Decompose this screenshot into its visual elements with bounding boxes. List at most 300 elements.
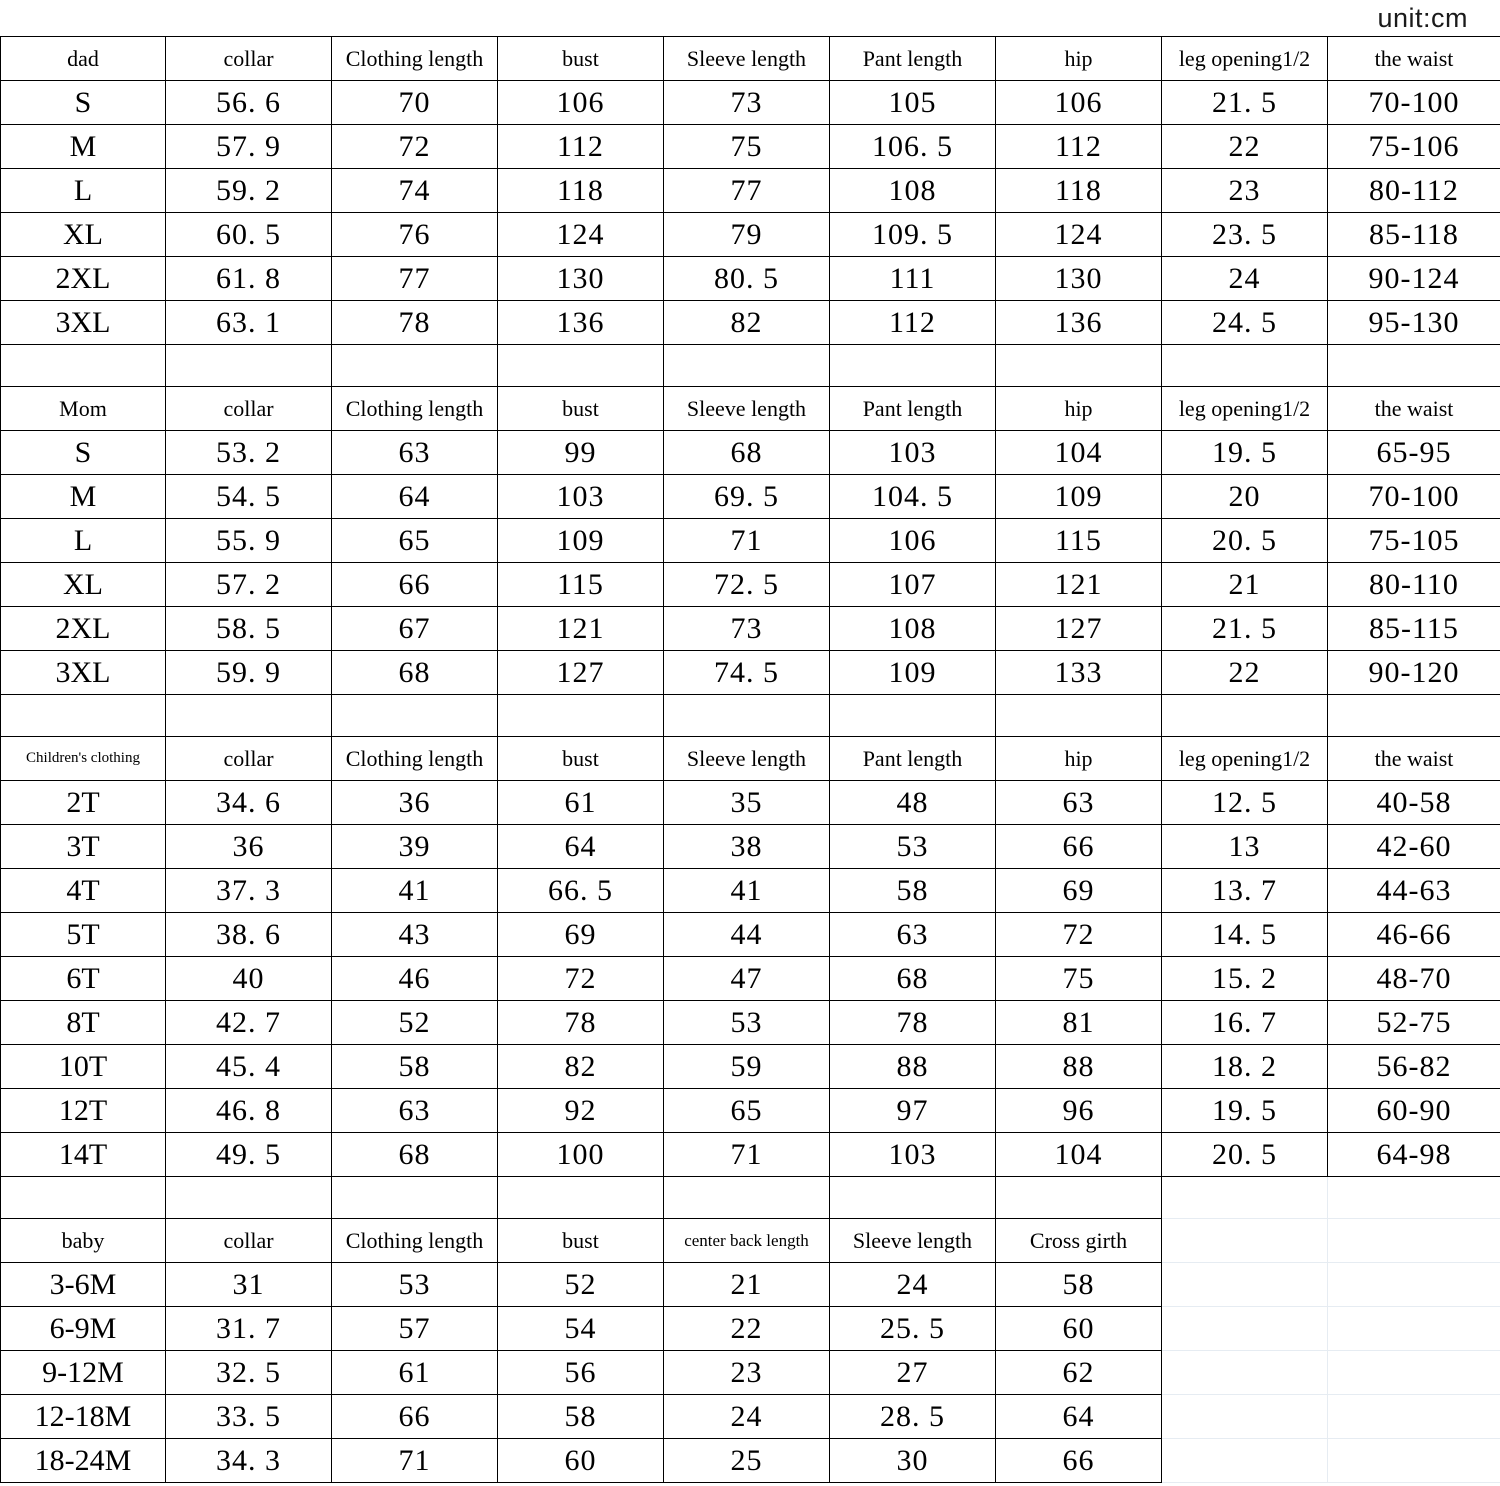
cell-collar: 55. 9 [166, 519, 332, 563]
header-cell-clothing-length: Clothing length [332, 737, 498, 781]
cell-hip: 136 [996, 301, 1162, 345]
cell-collar: 45. 4 [166, 1045, 332, 1089]
row-size: 3XL [1, 651, 166, 695]
cell-clothing-length: 68 [332, 1133, 498, 1177]
header-cell-pant-length: Pant length [830, 37, 996, 81]
cell-pant-length: 103 [830, 431, 996, 475]
cell-clothing-length: 41 [332, 869, 498, 913]
cell-pant-length: 63 [830, 913, 996, 957]
cell-sleeve-length: 71 [664, 519, 830, 563]
cell-leg-opening: 24 [1162, 257, 1328, 301]
row-size: 2T [1, 781, 166, 825]
cell-bust: 64 [498, 825, 664, 869]
table-row [1, 169, 1500, 213]
cell-pant-length: 106 [830, 519, 996, 563]
table-header-row-mom [1, 387, 1500, 431]
cell-leg-opening: 15. 2 [1162, 957, 1328, 1001]
cell-bust: 115 [498, 563, 664, 607]
cell-bust: 121 [498, 607, 664, 651]
table-row [1, 475, 1500, 519]
spacer-cell [1328, 695, 1500, 737]
empty-cell [1328, 1439, 1500, 1483]
cell-waist: 70-100 [1328, 81, 1500, 125]
cell-pant-length: 97 [830, 1089, 996, 1133]
header-cell-sleeve-length: Sleeve length [664, 387, 830, 431]
cell-pant-length: 88 [830, 1045, 996, 1089]
header-cell-clothing-length: Clothing length [332, 387, 498, 431]
cell-waist: 52-75 [1328, 1001, 1500, 1045]
cell-leg-opening: 24. 5 [1162, 301, 1328, 345]
header-cell-clothing-length: Clothing length [332, 37, 498, 81]
cell-bust: 69 [498, 913, 664, 957]
cell-clothing-length: 66 [332, 563, 498, 607]
cell-sleeve-length: 24 [830, 1263, 996, 1307]
cell-hip: 127 [996, 607, 1162, 651]
cell-sleeve-length: 77 [664, 169, 830, 213]
table-row [1, 781, 1500, 825]
cell-leg-opening: 16. 7 [1162, 1001, 1328, 1045]
cell-sleeve-length: 68 [664, 431, 830, 475]
cell-pant-length: 48 [830, 781, 996, 825]
spacer-cell [498, 1177, 664, 1219]
cell-sleeve-length: 28. 5 [830, 1395, 996, 1439]
spacer-cell [498, 695, 664, 737]
cell-hip: 118 [996, 169, 1162, 213]
header-cell-group: baby [1, 1219, 166, 1263]
header-cell-pant-length: Pant length [830, 387, 996, 431]
row-size: 9-12M [1, 1351, 166, 1395]
cell-bust: 66. 5 [498, 869, 664, 913]
cell-waist: 80-112 [1328, 169, 1500, 213]
cell-collar: 63. 1 [166, 301, 332, 345]
spacer-cell [996, 695, 1162, 737]
cell-collar: 38. 6 [166, 913, 332, 957]
table-header-row-baby [1, 1219, 1500, 1263]
header-cell-hip: hip [996, 387, 1162, 431]
cell-clothing-length: 58 [332, 1045, 498, 1089]
cell-hip: 104 [996, 1133, 1162, 1177]
cell-leg-opening: 23 [1162, 169, 1328, 213]
empty-cell [1328, 1307, 1500, 1351]
empty-cell [1328, 1219, 1500, 1263]
empty-cell [1328, 1351, 1500, 1395]
cell-bust: 54 [498, 1307, 664, 1351]
cell-pant-length: 103 [830, 1133, 996, 1177]
cell-hip: 109 [996, 475, 1162, 519]
cell-waist: 60-90 [1328, 1089, 1500, 1133]
table-row [1, 1045, 1500, 1089]
row-size: 12-18M [1, 1395, 166, 1439]
cell-clothing-length: 65 [332, 519, 498, 563]
header-cell-waist: the waist [1328, 387, 1500, 431]
cell-pant-length: 107 [830, 563, 996, 607]
cell-bust: 118 [498, 169, 664, 213]
table-row [1, 1001, 1500, 1045]
header-cell-collar: collar [166, 1219, 332, 1263]
spacer-cell [1, 345, 166, 387]
cell-collar: 31. 7 [166, 1307, 332, 1351]
cell-cross-girth: 64 [996, 1395, 1162, 1439]
cell-hip: 106 [996, 81, 1162, 125]
cell-waist: 90-124 [1328, 257, 1500, 301]
cell-hip: 130 [996, 257, 1162, 301]
cell-sleeve-length: 25. 5 [830, 1307, 996, 1351]
header-cell-waist: the waist [1328, 37, 1500, 81]
spacer-row [1, 695, 1500, 737]
cell-leg-opening: 20 [1162, 475, 1328, 519]
cell-bust: 58 [498, 1395, 664, 1439]
row-size: 5T [1, 913, 166, 957]
cell-pant-length: 111 [830, 257, 996, 301]
spacer-cell [166, 345, 332, 387]
cell-sleeve-length: 80. 5 [664, 257, 830, 301]
cell-clothing-length: 61 [332, 1351, 498, 1395]
row-size: 18-24M [1, 1439, 166, 1483]
row-size: L [1, 169, 166, 213]
cell-pant-length: 112 [830, 301, 996, 345]
cell-clothing-length: 74 [332, 169, 498, 213]
cell-collar: 57. 9 [166, 125, 332, 169]
cell-bust: 56 [498, 1351, 664, 1395]
cell-bust: 78 [498, 1001, 664, 1045]
header-cell-leg-opening: leg opening1/2 [1162, 737, 1328, 781]
cell-bust: 60 [498, 1439, 664, 1483]
cell-clothing-length: 63 [332, 1089, 498, 1133]
cell-sleeve-length: 82 [664, 301, 830, 345]
row-size: XL [1, 213, 166, 257]
cell-bust: 82 [498, 1045, 664, 1089]
spacer-cell [664, 345, 830, 387]
row-size: 12T [1, 1089, 166, 1133]
cell-clothing-length: 67 [332, 607, 498, 651]
header-cell-center-back-length: center back length [664, 1219, 830, 1263]
cell-hip: 104 [996, 431, 1162, 475]
spacer-cell [166, 1177, 332, 1219]
cell-center-back-length: 23 [664, 1351, 830, 1395]
cell-sleeve-length: 38 [664, 825, 830, 869]
cell-hip: 133 [996, 651, 1162, 695]
cell-sleeve-length: 59 [664, 1045, 830, 1089]
cell-waist: 42-60 [1328, 825, 1500, 869]
table-row [1, 957, 1500, 1001]
cell-pant-length: 78 [830, 1001, 996, 1045]
cell-leg-opening: 21. 5 [1162, 607, 1328, 651]
cell-collar: 56. 6 [166, 81, 332, 125]
cell-hip: 124 [996, 213, 1162, 257]
header-cell-bust: bust [498, 1219, 664, 1263]
cell-center-back-length: 22 [664, 1307, 830, 1351]
table-row [1, 1395, 1500, 1439]
table-row [1, 607, 1500, 651]
table-row [1, 431, 1500, 475]
cell-cross-girth: 60 [996, 1307, 1162, 1351]
table-header-row-dad [1, 37, 1500, 81]
cell-clothing-length: 46 [332, 957, 498, 1001]
cell-pant-length: 104. 5 [830, 475, 996, 519]
table-row [1, 563, 1500, 607]
cell-hip: 66 [996, 825, 1162, 869]
table-row [1, 1263, 1500, 1307]
empty-cell [1162, 1263, 1328, 1307]
row-size: 3-6M [1, 1263, 166, 1307]
row-size: M [1, 475, 166, 519]
cell-waist: 80-110 [1328, 563, 1500, 607]
cell-collar: 34. 3 [166, 1439, 332, 1483]
cell-clothing-length: 72 [332, 125, 498, 169]
header-cell-sleeve-length: Sleeve length [664, 737, 830, 781]
cell-leg-opening: 13. 7 [1162, 869, 1328, 913]
table-row [1, 1439, 1500, 1483]
cell-sleeve-length: 30 [830, 1439, 996, 1483]
cell-pant-length: 68 [830, 957, 996, 1001]
cell-clothing-length: 77 [332, 257, 498, 301]
spacer-cell [996, 1177, 1162, 1219]
header-cell-collar: collar [166, 37, 332, 81]
spacer-cell [1, 695, 166, 737]
cell-pant-length: 105 [830, 81, 996, 125]
cell-clothing-length: 76 [332, 213, 498, 257]
cell-collar: 31 [166, 1263, 332, 1307]
header-cell-clothing-length: Clothing length [332, 1219, 498, 1263]
empty-cell [1328, 1263, 1500, 1307]
cell-leg-opening: 22 [1162, 125, 1328, 169]
header-cell-leg-opening: leg opening1/2 [1162, 387, 1328, 431]
cell-leg-opening: 23. 5 [1162, 213, 1328, 257]
cell-waist: 44-63 [1328, 869, 1500, 913]
cell-waist: 75-105 [1328, 519, 1500, 563]
spacer-cell [1162, 695, 1328, 737]
cell-hip: 121 [996, 563, 1162, 607]
row-size: 2XL [1, 257, 166, 301]
table-row [1, 257, 1500, 301]
cell-clothing-length: 36 [332, 781, 498, 825]
row-size: 3T [1, 825, 166, 869]
cell-bust: 136 [498, 301, 664, 345]
row-size: 2XL [1, 607, 166, 651]
cell-pant-length: 109 [830, 651, 996, 695]
row-size: 3XL [1, 301, 166, 345]
cell-leg-opening: 21. 5 [1162, 81, 1328, 125]
cell-clothing-length: 71 [332, 1439, 498, 1483]
cell-clothing-length: 64 [332, 475, 498, 519]
table-row [1, 651, 1500, 695]
cell-collar: 54. 5 [166, 475, 332, 519]
cell-sleeve-length: 41 [664, 869, 830, 913]
spacer-cell [1162, 345, 1328, 387]
header-cell-bust: bust [498, 737, 664, 781]
table-row [1, 81, 1500, 125]
cell-waist: 85-118 [1328, 213, 1500, 257]
table-row [1, 125, 1500, 169]
cell-collar: 53. 2 [166, 431, 332, 475]
spacer-cell [830, 1177, 996, 1219]
cell-waist: 65-95 [1328, 431, 1500, 475]
cell-center-back-length: 21 [664, 1263, 830, 1307]
cell-waist: 48-70 [1328, 957, 1500, 1001]
cell-hip: 63 [996, 781, 1162, 825]
cell-sleeve-length: 75 [664, 125, 830, 169]
cell-sleeve-length: 71 [664, 1133, 830, 1177]
spacer-cell [830, 345, 996, 387]
spacer-cell [1, 1177, 166, 1219]
cell-waist: 70-100 [1328, 475, 1500, 519]
table-row [1, 1133, 1500, 1177]
cell-leg-opening: 21 [1162, 563, 1328, 607]
cell-leg-opening: 18. 2 [1162, 1045, 1328, 1089]
cell-sleeve-length: 72. 5 [664, 563, 830, 607]
cell-clothing-length: 63 [332, 431, 498, 475]
header-cell-group: Mom [1, 387, 166, 431]
cell-waist: 85-115 [1328, 607, 1500, 651]
cell-leg-opening: 19. 5 [1162, 1089, 1328, 1133]
header-cell-group: Children's clothing [1, 737, 166, 781]
cell-leg-opening: 19. 5 [1162, 431, 1328, 475]
spacer-cell [1328, 345, 1500, 387]
cell-clothing-length: 70 [332, 81, 498, 125]
spacer-row [1, 1177, 1500, 1219]
cell-bust: 106 [498, 81, 664, 125]
cell-hip: 88 [996, 1045, 1162, 1089]
cell-collar: 42. 7 [166, 1001, 332, 1045]
cell-bust: 100 [498, 1133, 664, 1177]
table-row [1, 301, 1500, 345]
header-cell-sleeve-length: Sleeve length [664, 37, 830, 81]
cell-collar: 33. 5 [166, 1395, 332, 1439]
empty-cell [1162, 1351, 1328, 1395]
cell-pant-length: 53 [830, 825, 996, 869]
cell-pant-length: 108 [830, 169, 996, 213]
cell-collar: 40 [166, 957, 332, 1001]
cell-bust: 92 [498, 1089, 664, 1133]
cell-center-back-length: 25 [664, 1439, 830, 1483]
table-row [1, 825, 1500, 869]
empty-cell [1328, 1395, 1500, 1439]
row-size: 6T [1, 957, 166, 1001]
cell-hip: 72 [996, 913, 1162, 957]
cell-collar: 34. 6 [166, 781, 332, 825]
cell-cross-girth: 62 [996, 1351, 1162, 1395]
row-size: S [1, 81, 166, 125]
header-cell-sleeve-length: Sleeve length [830, 1219, 996, 1263]
cell-collar: 57. 2 [166, 563, 332, 607]
row-size: S [1, 431, 166, 475]
cell-bust: 130 [498, 257, 664, 301]
row-size: L [1, 519, 166, 563]
cell-sleeve-length: 69. 5 [664, 475, 830, 519]
spacer-cell [830, 695, 996, 737]
header-cell-pant-length: Pant length [830, 737, 996, 781]
table-row [1, 519, 1500, 563]
cell-bust: 103 [498, 475, 664, 519]
empty-cell [1162, 1307, 1328, 1351]
empty-cell [1162, 1439, 1328, 1483]
header-cell-waist: the waist [1328, 737, 1500, 781]
cell-waist: 64-98 [1328, 1133, 1500, 1177]
spacer-cell [332, 1177, 498, 1219]
cell-collar: 59. 9 [166, 651, 332, 695]
cell-sleeve-length: 27 [830, 1351, 996, 1395]
table-row [1, 1089, 1500, 1133]
header-cell-bust: bust [498, 37, 664, 81]
cell-sleeve-length: 79 [664, 213, 830, 257]
spacer-cell [1162, 1177, 1328, 1219]
table-row [1, 1307, 1500, 1351]
cell-sleeve-length: 53 [664, 1001, 830, 1045]
spacer-cell [166, 695, 332, 737]
cell-clothing-length: 43 [332, 913, 498, 957]
cell-bust: 109 [498, 519, 664, 563]
cell-waist: 75-106 [1328, 125, 1500, 169]
header-cell-hip: hip [996, 737, 1162, 781]
header-cell-collar: collar [166, 737, 332, 781]
header-cell-bust: bust [498, 387, 664, 431]
table-header-row-children [1, 737, 1500, 781]
row-size: 6-9M [1, 1307, 166, 1351]
cell-collar: 37. 3 [166, 869, 332, 913]
header-cell-hip: hip [996, 37, 1162, 81]
cell-leg-opening: 12. 5 [1162, 781, 1328, 825]
unit-label: unit:cm [1377, 2, 1468, 33]
cell-pant-length: 106. 5 [830, 125, 996, 169]
cell-bust: 127 [498, 651, 664, 695]
header-cell-leg-opening: leg opening1/2 [1162, 37, 1328, 81]
table-row [1, 1351, 1500, 1395]
empty-cell [1162, 1219, 1328, 1263]
cell-sleeve-length: 73 [664, 607, 830, 651]
unit-row [0, 0, 1500, 36]
cell-waist: 95-130 [1328, 301, 1500, 345]
cell-leg-opening: 20. 5 [1162, 519, 1328, 563]
cell-leg-opening: 22 [1162, 651, 1328, 695]
spacer-cell [332, 695, 498, 737]
cell-collar: 46. 8 [166, 1089, 332, 1133]
cell-waist: 40-58 [1328, 781, 1500, 825]
cell-bust: 72 [498, 957, 664, 1001]
row-size: 8T [1, 1001, 166, 1045]
cell-sleeve-length: 47 [664, 957, 830, 1001]
row-size: XL [1, 563, 166, 607]
cell-leg-opening: 20. 5 [1162, 1133, 1328, 1177]
cell-hip: 96 [996, 1089, 1162, 1133]
size-chart-table [0, 36, 1500, 1483]
cell-collar: 59. 2 [166, 169, 332, 213]
header-cell-cross-girth: Cross girth [996, 1219, 1162, 1263]
cell-leg-opening: 14. 5 [1162, 913, 1328, 957]
row-size: 10T [1, 1045, 166, 1089]
empty-cell [1162, 1395, 1328, 1439]
cell-cross-girth: 58 [996, 1263, 1162, 1307]
cell-hip: 112 [996, 125, 1162, 169]
row-size: 4T [1, 869, 166, 913]
table-row [1, 869, 1500, 913]
cell-clothing-length: 57 [332, 1307, 498, 1351]
cell-clothing-length: 52 [332, 1001, 498, 1045]
cell-bust: 61 [498, 781, 664, 825]
header-cell-collar: collar [166, 387, 332, 431]
spacer-cell [664, 695, 830, 737]
row-size: M [1, 125, 166, 169]
table-row [1, 913, 1500, 957]
header-cell-group: dad [1, 37, 166, 81]
cell-bust: 99 [498, 431, 664, 475]
cell-hip: 69 [996, 869, 1162, 913]
cell-bust: 112 [498, 125, 664, 169]
cell-bust: 52 [498, 1263, 664, 1307]
cell-hip: 75 [996, 957, 1162, 1001]
cell-pant-length: 108 [830, 607, 996, 651]
cell-collar: 61. 8 [166, 257, 332, 301]
cell-clothing-length: 53 [332, 1263, 498, 1307]
